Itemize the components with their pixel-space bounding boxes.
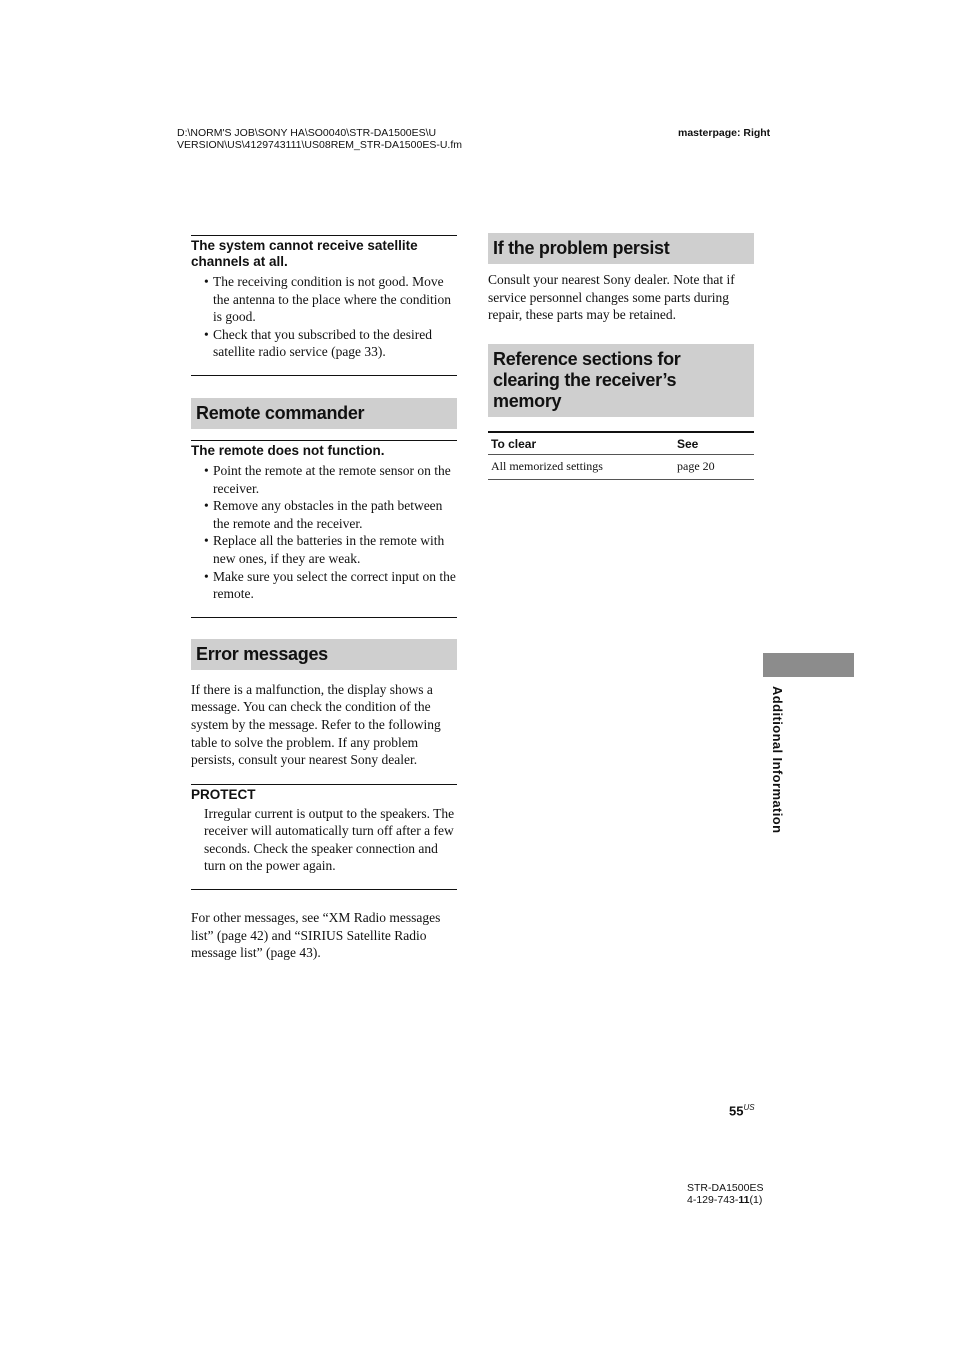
list-item: • Point the remote at the remote sensor on the receiver.	[213, 462, 457, 497]
remote-block	[191, 440, 457, 603]
cell-to-clear: All memorized settings	[488, 454, 674, 479]
list-item: • The receiving condition is not good. Move the antenna to the place where the condition is good.	[213, 273, 457, 326]
left-column	[191, 235, 457, 962]
footer-code-prefix: 4-129-743-	[687, 1194, 739, 1206]
divider	[191, 375, 457, 376]
page-number	[729, 1103, 755, 1118]
persist-section-title: If the problem persist	[488, 233, 754, 264]
list-item: • Make sure you select the correct input on the remote.	[213, 568, 457, 603]
masterpage-label: masterpage: Right	[678, 127, 771, 139]
errors-section-title: Error messages	[191, 639, 457, 670]
page-number-value: 55	[729, 1103, 744, 1119]
other-messages-text: For other messages, see “XM Radio messages list” (page 42) and “SIRIUS Satellite Radio message list” (page 43).	[191, 910, 441, 961]
protect-block	[191, 784, 457, 875]
page-number-suffix: US	[743, 1103, 755, 1112]
list-item: • Remove any obstacles in the path between the remote and the receiver.	[213, 497, 457, 532]
file-path-line-2: VERSION\US\4129743111\US08REM_STR-DA1500ES-U.fm	[177, 139, 462, 151]
list-item: • Check that you subscribed to the desired satellite radio service (page 33).	[213, 326, 457, 361]
footer-code-bold: 11	[738, 1194, 750, 1206]
satellite-block	[191, 235, 457, 361]
reference-section-title: Reference sections for clearing the receiver’s memory	[488, 344, 754, 417]
list-item: • Replace all the batteries in the remote with new ones, if they are weak.	[213, 532, 457, 567]
right-column	[488, 233, 754, 480]
side-tab-marker	[763, 653, 854, 677]
satellite-bullet-list	[191, 273, 457, 361]
cell-see: page 20	[674, 454, 754, 479]
remote-bullet-list	[191, 462, 457, 603]
divider	[191, 889, 457, 890]
remote-heading: The remote does not function.	[191, 442, 385, 458]
col-header-see: See	[674, 432, 754, 455]
persist-text: Consult your nearest Sony dealer. Note that if service personnel changes some parts during repair, these parts may be retained.	[488, 272, 735, 323]
remote-section-title: Remote commander	[191, 398, 457, 429]
protect-text: Irregular current is output to the speakers. The receiver will automatically turn off after a few seconds. Check the speaker connection and turn on the power again.	[204, 805, 455, 874]
footer-code	[687, 1194, 763, 1206]
side-section-label: Additional Information	[770, 686, 785, 834]
footer-model: STR-DA1500ES	[687, 1182, 764, 1194]
footer	[687, 1182, 763, 1206]
col-header-to-clear: To clear	[488, 432, 674, 455]
file-path-line-1: D:\NORM'S JOB\SONY HA\SO0040\STR-DA1500ES\U	[177, 127, 437, 139]
table-row	[488, 454, 754, 479]
divider	[191, 617, 457, 618]
table-header-row	[488, 432, 754, 455]
reference-table	[488, 431, 754, 480]
satellite-heading: The system cannot receive satellite channels at all.	[191, 238, 418, 269]
errors-intro: If there is a malfunction, the display shows a message. You can check the condition of the system by the message. Refer to the following table to solve the problem. If any problem persists, consult your nearest Sony dealer.	[191, 681, 441, 768]
file-path-header	[177, 127, 462, 151]
footer-code-suffix: (1)	[749, 1194, 763, 1206]
protect-heading: PROTECT	[191, 786, 256, 802]
